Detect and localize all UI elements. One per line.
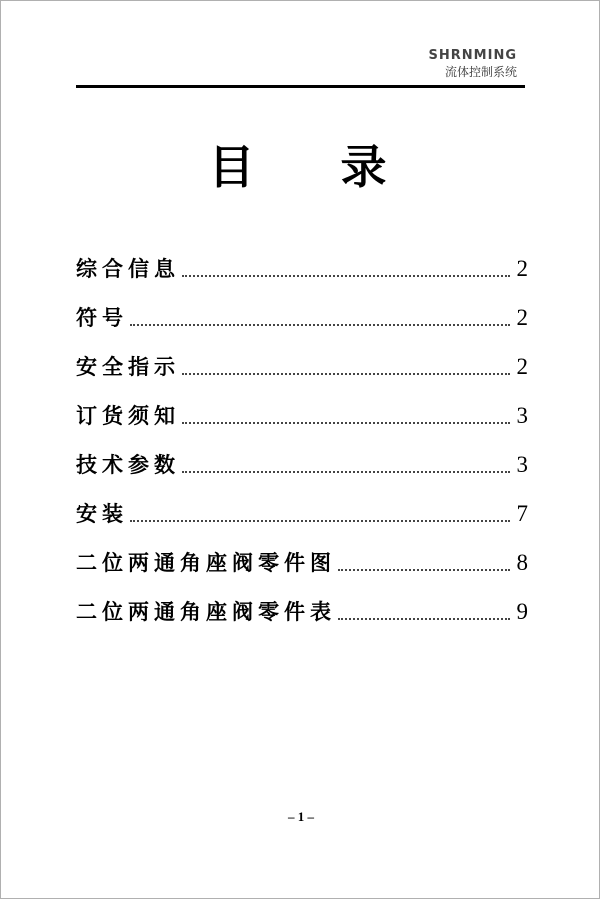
toc-entry-page: 9 [516,599,528,624]
toc-entry[interactable] [76,384,528,433]
toc-entry[interactable] [76,237,528,286]
toc-leader-dots [182,275,510,277]
toc-entry-label: 二位两通角座阀零件图 [76,551,336,575]
toc-leader-dots [182,373,510,375]
toc-entry-page: 2 [516,305,528,330]
page-number: – 1 – [288,809,314,824]
toc-entry-page: 2 [516,354,528,379]
brand-name: SHRNMING [428,48,517,63]
toc-entry[interactable] [76,580,528,629]
toc-entry-label: 安装 [76,502,128,526]
toc-leader-dots [338,618,510,620]
toc-entry[interactable] [76,482,528,531]
toc-entry[interactable] [76,335,528,384]
title-char-2: 录 [340,140,393,194]
toc-entry-page: 7 [516,501,528,526]
toc-leader-dots [130,324,510,326]
brand-block [429,49,517,78]
toc-entry-page: 3 [516,403,528,428]
toc-entry-label: 二位两通角座阀零件表 [76,600,336,624]
toc-entry-page: 8 [516,550,528,575]
toc-entry[interactable] [76,433,528,482]
title-char-1: 目 [208,140,261,194]
toc-entry-label: 符号 [76,306,128,330]
toc-leader-dots [338,569,510,571]
table-of-contents [76,237,528,629]
toc-entry-label: 订货须知 [76,404,180,428]
toc-leader-dots [130,520,510,522]
toc-entry-label: 技术参数 [76,453,180,477]
toc-entry[interactable] [76,286,528,335]
toc-leader-dots [182,471,510,473]
toc-entry-label: 综合信息 [76,257,180,281]
page-title [76,131,525,197]
toc-entry[interactable] [76,531,528,580]
toc-entry-label: 安全指示 [76,355,180,379]
toc-entry-page: 2 [516,256,528,281]
brand-subtitle: 流体控制系统 [444,65,517,79]
toc-leader-dots [182,422,510,424]
header-divider [76,85,525,88]
toc-entry-page: 3 [516,452,528,477]
